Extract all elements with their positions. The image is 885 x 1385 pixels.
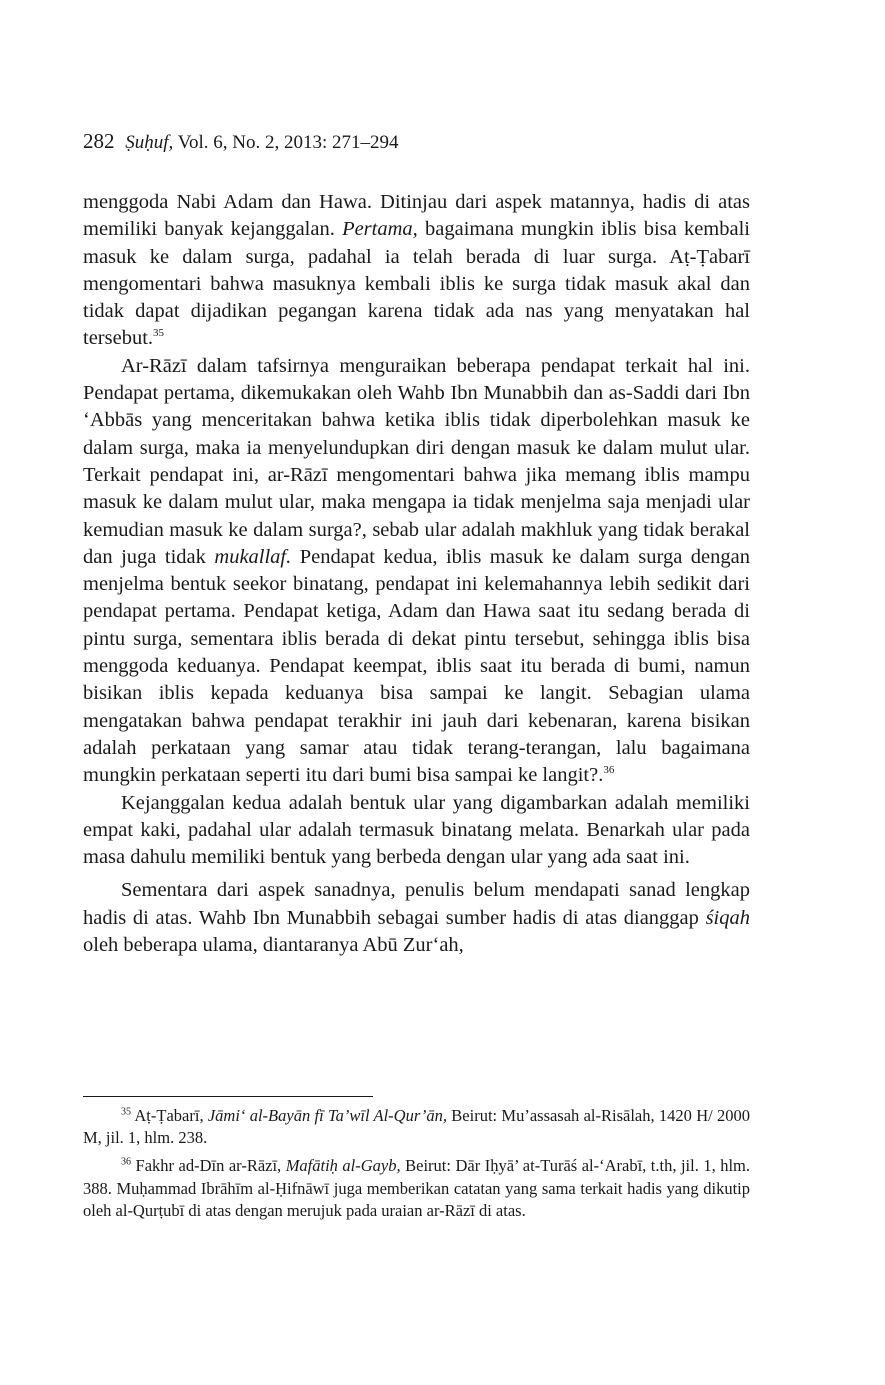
- footnote-36-author: Fakhr ad-Dīn ar-Rāzī,: [135, 1156, 286, 1176]
- footnotes: [83, 1105, 750, 1222]
- footnote-ref-36[interactable]: 36: [603, 764, 615, 777]
- paragraph-2-text-c: Pendapat kedua, iblis masuk ke dalam surga dengan menjelma bentuk seekor binatang, pendapat ini kelemahannya lebih sedikit dari pendapat pertama. Pendapat ketiga, Adam dan Hawa saat itu sedang berada di pintu surga, sementara iblis berada di dekat pintu tersebut, sehingga iblis bisa menggoda keduanya. Pendapat keempat, iblis saat itu berada di bumi, namun bisikan iblis kepada keduanya bisa sampai ke langit. Sebagian ulama mengatakan bahwa pendapat terakhir ini jauh dari kebenaran, karena bisikan adalah perkataan yang samar atau tidak terang-terangan, lalu bagaimana mungkin perkataan seperti itu dari bumi bisa sampai ke langit?.: [83, 545, 750, 787]
- footnote-35: [83, 1105, 750, 1149]
- paragraph-4-text-c: oleh beberapa ulama, diantaranya Abū Zur‘ah,: [83, 934, 464, 957]
- journal-citation: Vol. 6, No. 2, 2013: 271–294: [177, 132, 399, 153]
- paragraph-2-italic: mukallaf.: [214, 545, 292, 568]
- paragraph-4-text-a: Sementara dari aspek sanadnya, penulis belum mendapati sanad lengkap hadis di atas. Wahb Ibn Munabbih sebagai sumber hadis di atas dianggap: [83, 879, 750, 929]
- footnote-35-number: 35: [121, 1106, 131, 1118]
- footnote-35-title: Jāmi‘ al-Bayān fī Ta’wīl Al-Qur’ān,: [207, 1106, 447, 1125]
- paragraph-1-italic: Pertama,: [342, 218, 418, 241]
- footnote-35-publication: Beirut: Mu’assasah al-Risālah, 1420 H/ 2000 M, jil. 1, hlm. 238.: [83, 1106, 750, 1148]
- paragraph-1-text-c: bagaimana mungkin iblis bisa kembali masuk ke dalam surga, padahal ia telah berada di luar surga. Aṭ-Ṭabarī mengomentari bahwa masuknya kembali iblis ke surga tidak masuk akal dan tidak dapat dijadikan pegangan karena tidak ada nas yang menyatakan hal tersebut.: [83, 218, 750, 350]
- paragraph-3: Kejanggalan kedua adalah bentuk ular yang digambarkan adalah memiliki empat kaki, padahal ular adalah termasuk binatang melata. Benarkah ular pada masa dahulu memiliki bentuk yang berbeda dengan ular yang ada saat ini.: [83, 791, 750, 869]
- footnote-36-number: 36: [121, 1156, 131, 1168]
- page-number: 282: [83, 129, 115, 153]
- journal-name: Ṣuḥuf,: [125, 132, 174, 153]
- footnote-36: [83, 1155, 750, 1222]
- body-text: [83, 189, 750, 959]
- footnote-36-title: Mafātiḥ al-Gayb,: [285, 1156, 401, 1176]
- paragraph-2-text-a: Ar-Rāzī dalam tafsirnya menguraikan beberapa pendapat terkait hal ini. Pendapat pertama, dikemukakan oleh Wahb Ibn Munabbih dan as-Saddi dari Ibn ‘Abbās yang menceritakan bahwa ketika iblis tidak diperbolehkan masuk ke dalam surga, maka ia menyelundupkan diri dengan masuk ke dalam mulut ular. Terkait pendapat ini, ar-Rāzī mengomentari bahwa jika memang iblis mampu masuk ke dalam mulut ular, maka mengapa ia tidak menjelma saja menjadi ular kemudian masuk ke dalam surga?, sebab ular adalah makhluk yang tidak berakal dan juga tidak: [83, 354, 750, 568]
- footnote-35-author: Aṭ-Ṭabarī,: [134, 1106, 208, 1125]
- paragraph-1-text-a: menggoda Nabi Adam dan Hawa. Ditinjau dari aspek matannya, hadis di atas memiliki banyak kejanggalan.: [83, 191, 750, 241]
- footnote-ref-35[interactable]: 35: [153, 327, 165, 340]
- paragraph-4: [83, 877, 750, 959]
- footnote-36-publication: Beirut: Dār Iḥyā’ at-Turāś al-‘Arabī, t.th, jil. 1, hlm. 388. Muḥammad Ibrāhīm al-Ḥifnāwī juga memberikan catatan yang sama terkait hadis yang dikutip oleh al-Qurṭubī di atas dengan merujuk pada uraian ar-Rāzī di atas.: [83, 1156, 751, 1220]
- paragraph-2: [83, 353, 750, 790]
- paragraph-4-italic: śiqah: [705, 906, 750, 929]
- footnote-divider: [83, 1096, 373, 1097]
- running-head: [83, 128, 803, 156]
- paragraph-1: [83, 189, 750, 353]
